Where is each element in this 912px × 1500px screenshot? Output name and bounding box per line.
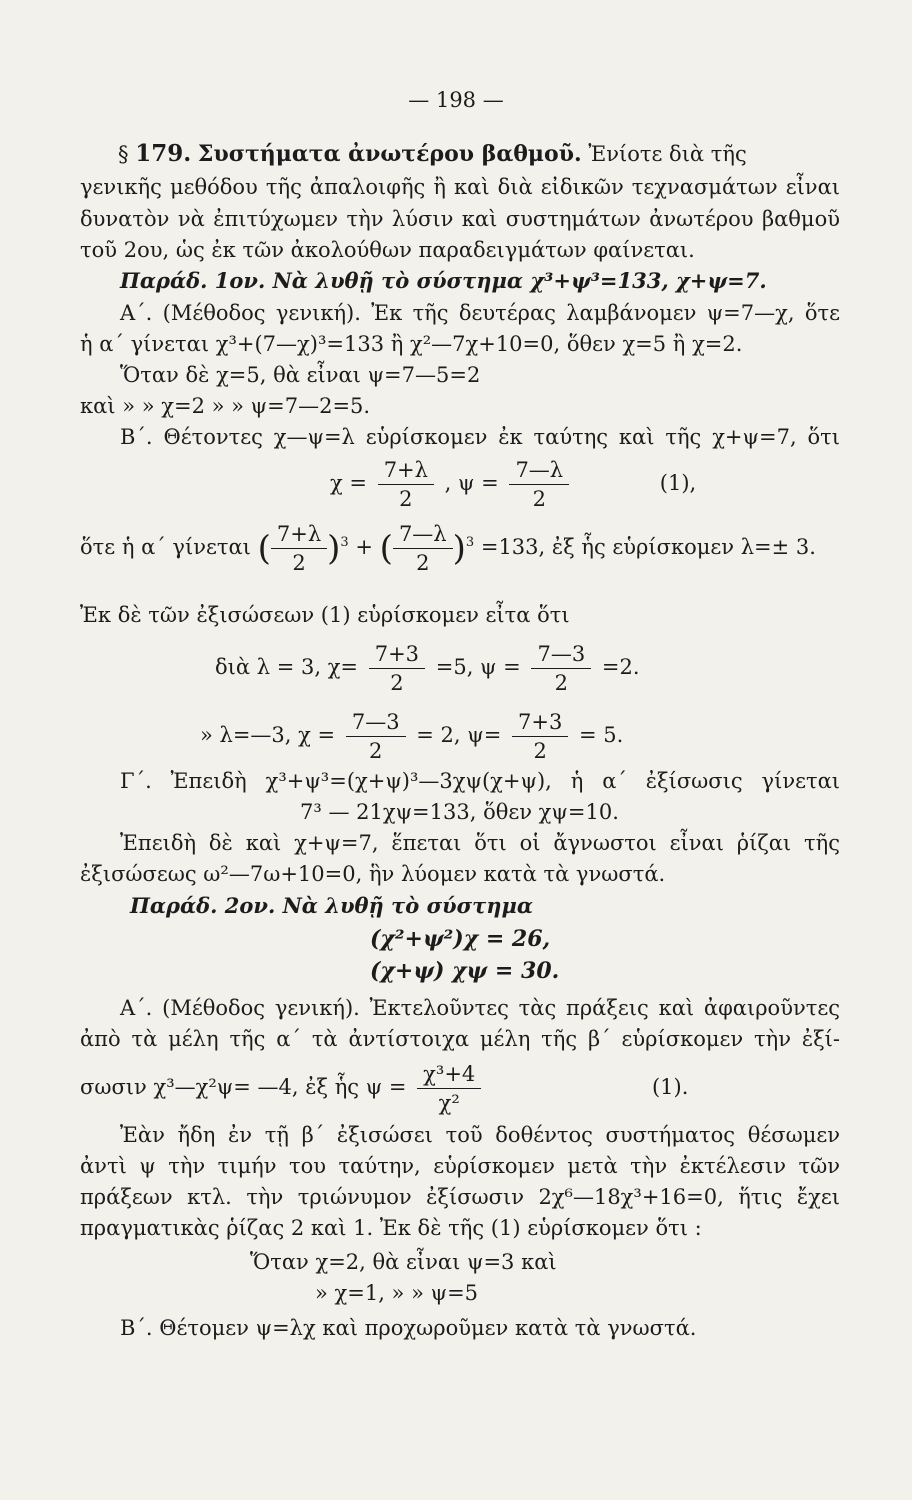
eq3-prefix: διὰ λ = 3, χ= [215, 655, 359, 679]
eq4-numerator-y: 7+3 [512, 708, 568, 737]
ex1-method-c-line-4: ἐξισώσεως ω²—7ω+10=0, ἣν λύομεν κατὰ τὰ γνωστά. [80, 862, 666, 886]
section-intro-start: Ἐνίοτε διὰ τῆς [588, 142, 747, 166]
eq3-fraction-x [369, 640, 425, 697]
ex2-method-b-line-1: Β΄. Θέτομεν ψ=λχ καὶ προχωροῦμεν κατὰ τὰ γνωστά. [120, 1316, 697, 1340]
equation-3 [215, 640, 912, 697]
eq5-fraction [417, 1060, 481, 1117]
ex1-method-b-line-1: Β΄. Θέτοντες χ—ψ=λ εὑρίσκομεν ἐκ ταύτης καὶ τῆς χ+ψ=7, ὅτι [120, 425, 840, 449]
eq1-numerator-x: 7+λ [378, 456, 434, 485]
eq4-suffix: = 5. [579, 723, 624, 747]
eq2-exponent-1: 3 [340, 535, 349, 550]
section-intro-line-3: δυνατὸν νὰ ἐπιτύχωμεν τὴν λύσιν καὶ συστημάτων ἀνωτέρου βαθμοῦ [80, 207, 840, 231]
ex2-system-equation-1: (χ²+ψ²)χ = 26, [370, 926, 551, 952]
eq1-denominator-y: 2 [532, 487, 546, 511]
eq1-fraction-x [378, 456, 434, 513]
section-number: 179. [135, 140, 192, 167]
eq1-middle: , ψ = [444, 471, 499, 495]
eq3-fraction-y [531, 640, 591, 697]
ex2-method-a-line-1: Α΄. (Μέθοδος γενική). Ἐκτελοῦντες τὰς πράξεις καὶ ἀφαιροῦντες [120, 996, 840, 1020]
ex2-method-a-line-7: Ὅταν χ=2, θὰ εἶναι ψ=3 καὶ [250, 1250, 557, 1274]
equation-1 [330, 456, 912, 513]
eq4-denominator-y: 2 [533, 739, 547, 763]
eq3-suffix: =2. [601, 655, 640, 679]
eq3-middle: =5, ψ = [435, 655, 521, 679]
eq2-fraction-1 [271, 520, 327, 577]
ex1-method-a-line-3: Ὅταν δὲ χ=5, θὰ εἶναι ψ=7—5=2 [120, 363, 481, 387]
ex1-method-a-line-1: Α΄. (Μέθοδος γενική). Ἐκ τῆς δευτέρας λαμβάνομεν ψ=7—χ, ὅτε [120, 301, 840, 325]
eq2-open-paren-2: ( [379, 528, 393, 569]
equation-4 [200, 708, 912, 765]
eq3-denominator-y: 2 [554, 671, 569, 695]
section-heading-line [80, 139, 840, 169]
eq2-denominator-2: 2 [416, 551, 430, 575]
equation-2 [80, 520, 840, 577]
ex2-method-a-line-5: πράξεων κτλ. τὴν τριώνυμον ἐξίσωσιν 2χ⁶—18χ³+16=0, ἥτις ἔχει [80, 1185, 840, 1209]
eq5-tag: (1). [651, 1075, 689, 1099]
ex1-method-a-line-4: καὶ » » χ=2 » » ψ=7—2=5. [80, 394, 371, 418]
section-intro-line-4: τοῦ 2ου, ὡς ἐκ τῶν ἀκολούθων παραδειγμάτων φαίνεται. [80, 238, 695, 262]
eq5-numerator: χ³+4 [417, 1060, 481, 1089]
ex1-method-c-line-1: Γ΄. Ἐπειδὴ χ³+ψ³=(χ+ψ)³—3χψ(χ+ψ), ἡ α΄ ἐξίσωσις γίνεται [120, 769, 840, 793]
eq3-denominator-x: 2 [390, 671, 404, 695]
example-1-heading: Παράδ. 1ον. Νὰ λυθῇ τὸ σύστημα χ³+ψ³=133, χ+ψ=7. [120, 268, 767, 293]
eq2-exponent-2: 3 [465, 535, 475, 550]
ex1-method-a-line-2: ἡ α΄ γίνεται χ³+(7—χ)³=133 ἢ χ²—7χ+10=0, ὅθεν χ=5 ἢ χ=2. [80, 332, 743, 356]
eq2-denominator-1: 2 [292, 551, 306, 575]
eq4-fraction-y [512, 708, 568, 765]
eq2-fraction-2 [393, 520, 453, 577]
eq2-plus: + [355, 535, 373, 559]
ex1-method-c-line-3: Ἐπειδὴ δὲ καὶ χ+ψ=7, ἕπεται ὅτι οἱ ἄγνωστοι εἶναι ῥίζαι τῆς [120, 831, 840, 855]
eq2-open-paren-1: ( [257, 528, 271, 569]
eq5-prefix: σωσιν χ³—χ²ψ= —4, ἐξ ἧς ψ = [80, 1075, 407, 1099]
ex2-system-equation-2: (χ+ψ) χψ = 30. [370, 958, 560, 984]
ex2-method-a-line-6: πραγματικὰς ῥίζας 2 καὶ 1. Ἐκ δὲ τῆς (1) εὑρίσκομεν ὅτι : [80, 1216, 702, 1240]
ex1-method-b-line-2: Ἐκ δὲ τῶν ἐξισώσεων (1) εὑρίσκομεν εἶτα ὅτι [80, 603, 570, 627]
ex2-method-a-line-4: ἀντὶ ψ τὴν τιμήν του ταύτην, εὑρίσκομεν μετὰ τὴν ἐκτέλεσιν τῶν [80, 1154, 840, 1178]
eq2-close-paren-1: ) [327, 528, 341, 569]
eq3-numerator-x: 7+3 [369, 640, 425, 669]
eq3-numerator-y: 7—3 [531, 640, 591, 669]
ex2-method-a-line-8: » χ=1, » » ψ=5 [315, 1281, 479, 1305]
eq4-middle: = 2, ψ= [416, 723, 502, 747]
eq5-denominator: χ² [438, 1091, 460, 1115]
section-intro-line-2: γενικῆς μεθόδου τῆς ἀπαλοιφῆς ἢ καὶ διὰ εἰδικῶν τεχνασμάτων εἶναι [80, 175, 840, 199]
eq2-suffix: =133, ἐξ ἧς εὑρίσκομεν λ=± 3. [480, 535, 816, 559]
example-2-heading: Παράδ. 2ον. Νὰ λυθῇ τὸ σύστημα [130, 893, 534, 918]
eq2-numerator-1: 7+λ [271, 520, 327, 549]
eq1-lhs: χ = [330, 471, 367, 495]
ex2-method-a-line-3: Ἐὰν ἤδη ἐν τῇ β΄ ἐξισώσει τοῦ δοθέντος συστήματος θέσωμεν [120, 1123, 840, 1147]
eq2-close-paren-2: ) [452, 528, 466, 569]
eq4-fraction-x [346, 708, 406, 765]
section-title: Συστήματα ἀνωτέρου βαθμοῦ. [197, 141, 582, 167]
page-number: — 198 — [408, 88, 504, 112]
eq2-numerator-2: 7—λ [393, 520, 453, 549]
section-sign: § [118, 142, 129, 166]
eq4-denominator-x: 2 [369, 739, 383, 763]
eq1-fraction-y [509, 456, 569, 513]
eq1-numerator-y: 7—λ [509, 456, 569, 485]
eq4-numerator-x: 7—3 [346, 708, 406, 737]
eq4-prefix: » λ=—3, χ = [200, 723, 336, 747]
eq2-prefix: ὅτε ἡ α΄ γίνεται [80, 535, 251, 559]
eq1-denominator-x: 2 [399, 487, 413, 511]
eq1-tag: (1), [659, 471, 697, 495]
ex2-method-a-line-2: ἀπὸ τὰ μέλη τῆς α΄ τὰ ἀντίστοιχα μέλη τῆς β΄ εὑρίσκομεν τὴν ἐξί- [80, 1027, 840, 1051]
ex1-method-c-line-2: 7³ — 21χψ=133, ὅθεν χψ=10. [300, 800, 619, 824]
equation-5 [80, 1060, 840, 1117]
